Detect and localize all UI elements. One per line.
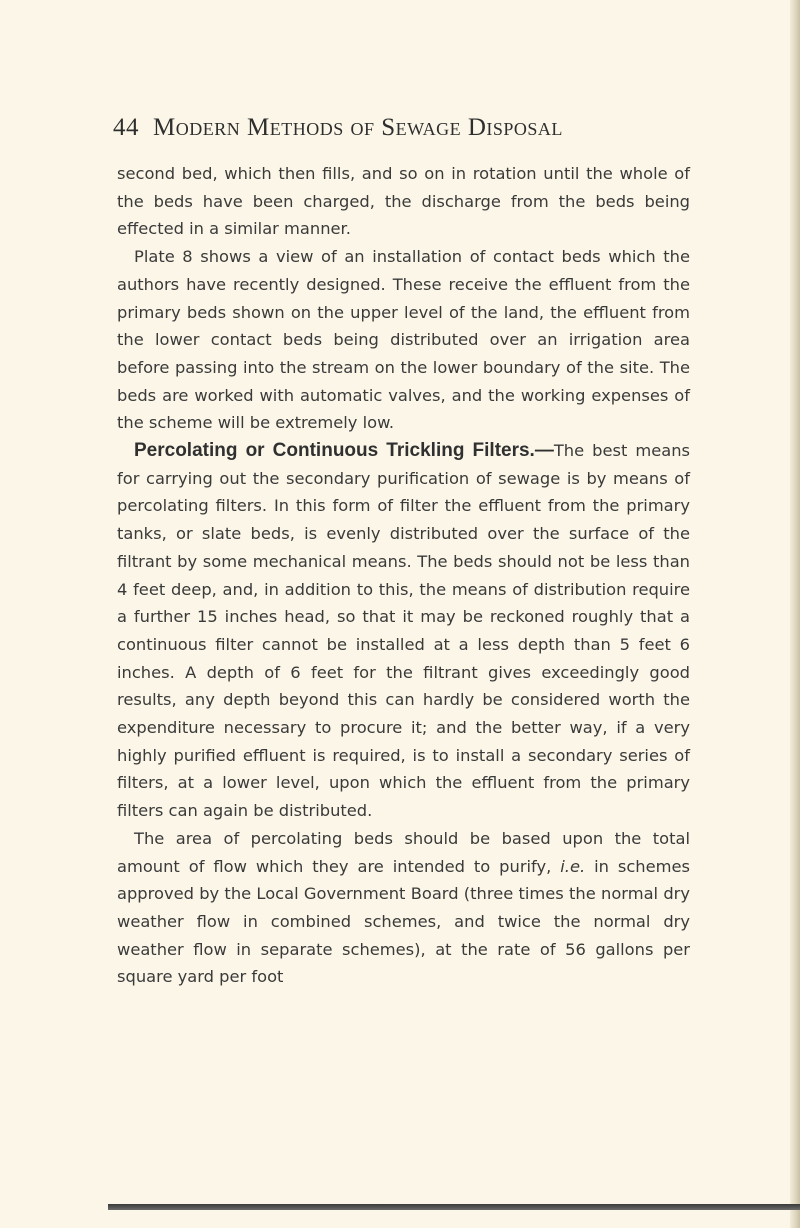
body-text (117, 160, 690, 991)
book-title: Modern Methods of Sewage Disposal (153, 114, 563, 141)
running-head (113, 114, 693, 142)
scan-edge-right (790, 0, 800, 1228)
paragraph-area-text-b: in schemes approved by the Local Government Board (three times the normal dry weather flow in combined schemes, and twice the normal dry weather flow in separate schemes), at the rate of 56 gallons per square yard per foot (117, 856, 690, 987)
abbreviation-ie: i.e. (560, 856, 586, 876)
page-number: 44 (113, 114, 139, 141)
paragraph-percolating-text: The best means for carrying out the secondary purification of sewage is by means of percolating filters. In this form of filter the effluent from the primary tanks, or slate beds, is evenly distributed over the surface of the filtrant by some mechanical means. The beds should not be less than 4 feet deep, and, in addition to this, the means of distribution require a further 15 inches head, so that it may be reckoned roughly that a continuous filter cannot be installed at a less depth than 5 feet 6 inches. A depth of 6 feet for the filtrant gives exceedingly good results, any depth beyond this can hardly be considered worth the expenditure necessary to procure it; and the better way, if a very highly purified effluent is required, is to install a secondary series of filters, at a lower level, upon which the effluent from the primary filters can again be distributed. (117, 441, 690, 821)
paragraph-plate-8: Plate 8 shows a view of an installation of contact beds which the authors have recently designed. These receive the effluent from the primary beds shown on the upper level of the land, the effluent from the lower contact beds being distributed over an irrigation area before passing into the stream on the lower boundary of the site. The beds are worked with automatic valves, and the working expenses of the scheme will be extremely low. (117, 247, 690, 433)
paragraph-area-text-a: The area of percolating beds should be based upon the total amount of flow which they are intended to purify, (117, 828, 690, 876)
paragraph-area-of-beds (117, 825, 690, 991)
paragraph-continuation: second bed, which then fills, and so on in rotation until the whole of the beds have been charged, the discharge from the beds being effected in a similar manner. (117, 164, 690, 239)
scan-edge-bottom (108, 1204, 800, 1210)
paragraph-percolating-filters (117, 437, 690, 825)
section-run-in-heading: Percolating or Continuous Trickling Filters.— (134, 440, 554, 462)
